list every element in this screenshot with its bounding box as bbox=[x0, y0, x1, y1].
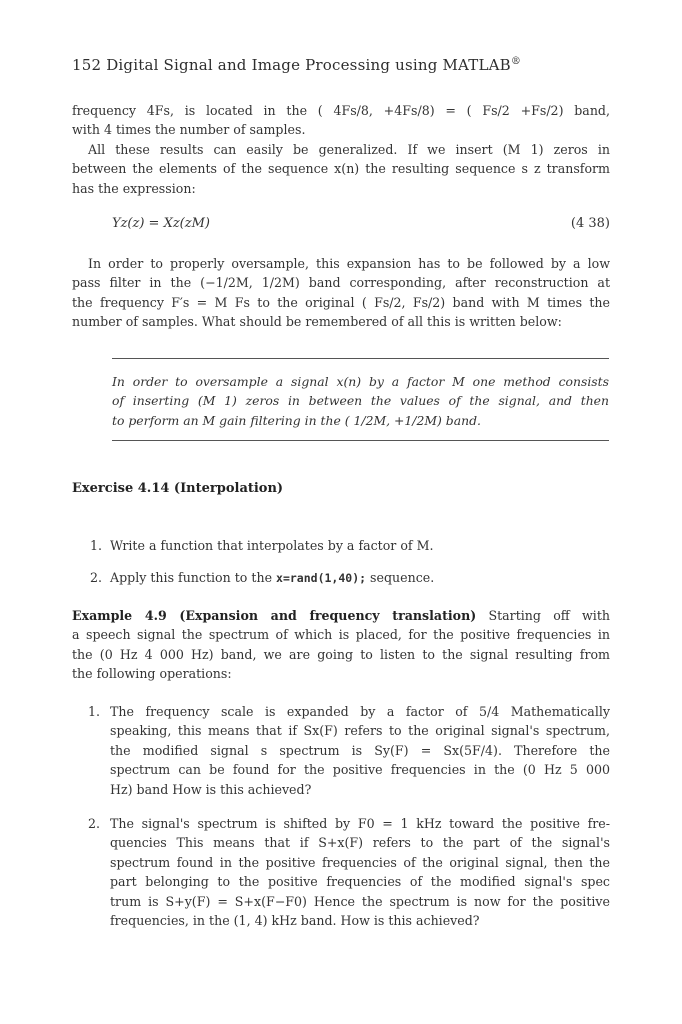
text-line: the following operations: bbox=[72, 666, 232, 682]
exercise-item-2 bbox=[90, 568, 610, 588]
item-number: 1. bbox=[90, 538, 103, 553]
equation-number: (4 38) bbox=[570, 216, 610, 231]
text-line: a speech signal the spectrum of which is placed, for the positive frequencies in bbox=[72, 627, 610, 643]
text-line: quencies This means that if S+x(F) refers to the part of the signal's bbox=[110, 835, 610, 851]
text-line: part belonging to the positive frequencies of the modified signal's spec bbox=[110, 874, 610, 890]
box-rule-bottom bbox=[112, 440, 609, 441]
paragraph-2 bbox=[72, 140, 610, 198]
paragraph-3 bbox=[72, 254, 610, 332]
box-rule-top bbox=[112, 358, 609, 359]
header-text: 152 Digital Signal and Image Processing using MATLAB bbox=[72, 56, 511, 74]
text-line: In order to oversample a signal x(n) by a factor M one method consists bbox=[112, 374, 609, 389]
text-line: pass filter in the (−1/2M, 1/2M) band corresponding, after reconstruction at bbox=[72, 275, 610, 291]
equation: Yz(z) = Xz(zM) bbox=[112, 216, 210, 231]
text-line: Starting off with bbox=[488, 608, 611, 623]
exercise-item-1 bbox=[90, 536, 610, 555]
item-text: sequence. bbox=[366, 570, 435, 585]
exercise-heading: Exercise 4.14 (Interpolation) bbox=[72, 481, 284, 496]
text-line: of inserting (M 1) zeros in between the values of the signal, and then bbox=[112, 393, 609, 409]
item-number: 2. bbox=[90, 570, 103, 585]
example-paragraph bbox=[72, 606, 610, 684]
text-line: The frequency scale is expanded by a factor of 5/4 Mathematically bbox=[110, 704, 610, 719]
text-line: trum is S+y(F) = S+x(F−F0) Hence the spectrum is now for the positive bbox=[110, 893, 610, 909]
text-line: speaking, this means that if Sx(F) refers to the original signal's spectrum, bbox=[110, 723, 610, 739]
boxed-summary bbox=[112, 372, 609, 430]
text-line: between the elements of the sequence x(n) the resulting sequence s z transform bbox=[72, 161, 610, 177]
example-item-2 bbox=[88, 814, 610, 930]
item-number: 1. bbox=[88, 704, 101, 719]
text-line: with 4 times the number of samples. bbox=[72, 122, 306, 138]
code-snippet: x=rand(1,40); bbox=[276, 571, 367, 585]
running-header bbox=[72, 56, 521, 74]
item-body bbox=[110, 814, 610, 930]
paragraph-1 bbox=[72, 101, 610, 140]
text-line: frequencies, in the (1, 4) kHz band. How is this achieved? bbox=[110, 913, 480, 929]
registered-mark: ® bbox=[510, 56, 522, 67]
text-line: the (0 Hz 4 000 Hz) band, we are going to listen to the signal resulting from bbox=[72, 646, 610, 662]
item-body bbox=[110, 702, 610, 799]
text-line: Hz) band How is this achieved? bbox=[110, 781, 312, 797]
text-line: frequency 4Fs, is located in the ( 4Fs/8, +4Fs/8) = ( Fs/2 +Fs/2) band, bbox=[72, 103, 610, 118]
text-line: spectrum found in the positive frequencies of the original signal, then the bbox=[110, 854, 610, 870]
text-line: The signal's spectrum is shifted by F0 = 1 kHz toward the positive fre- bbox=[110, 816, 610, 831]
example-item-1 bbox=[88, 702, 610, 799]
item-number: 2. bbox=[88, 816, 101, 831]
example-heading: Example 4.9 (Expansion and frequency translation) bbox=[72, 608, 477, 623]
text-line: has the expression: bbox=[72, 180, 196, 196]
item-text: Write a function that interpolates by a factor of M. bbox=[110, 538, 434, 553]
text-line: the frequency F′s = M Fs to the original ( Fs/2, Fs/2) band with M times the bbox=[72, 294, 610, 310]
text-line: to perform an M gain filtering in the ( 1/2M, +1/2M) band. bbox=[112, 412, 481, 428]
text-line: the modified signal s spectrum is Sy(F) = Sx(5F/4). Therefore the bbox=[110, 742, 610, 758]
text-line: spectrum can be found for the positive frequencies in the (0 Hz 5 000 bbox=[110, 762, 610, 778]
text-line: In order to properly oversample, this expansion has to be followed by a low bbox=[88, 256, 610, 271]
text-line: All these results can easily be generalized. If we insert (M 1) zeros in bbox=[88, 142, 610, 157]
text-line: number of samples. What should be remembered of all this is written below: bbox=[72, 314, 562, 330]
item-text: Apply this function to the bbox=[110, 570, 277, 585]
